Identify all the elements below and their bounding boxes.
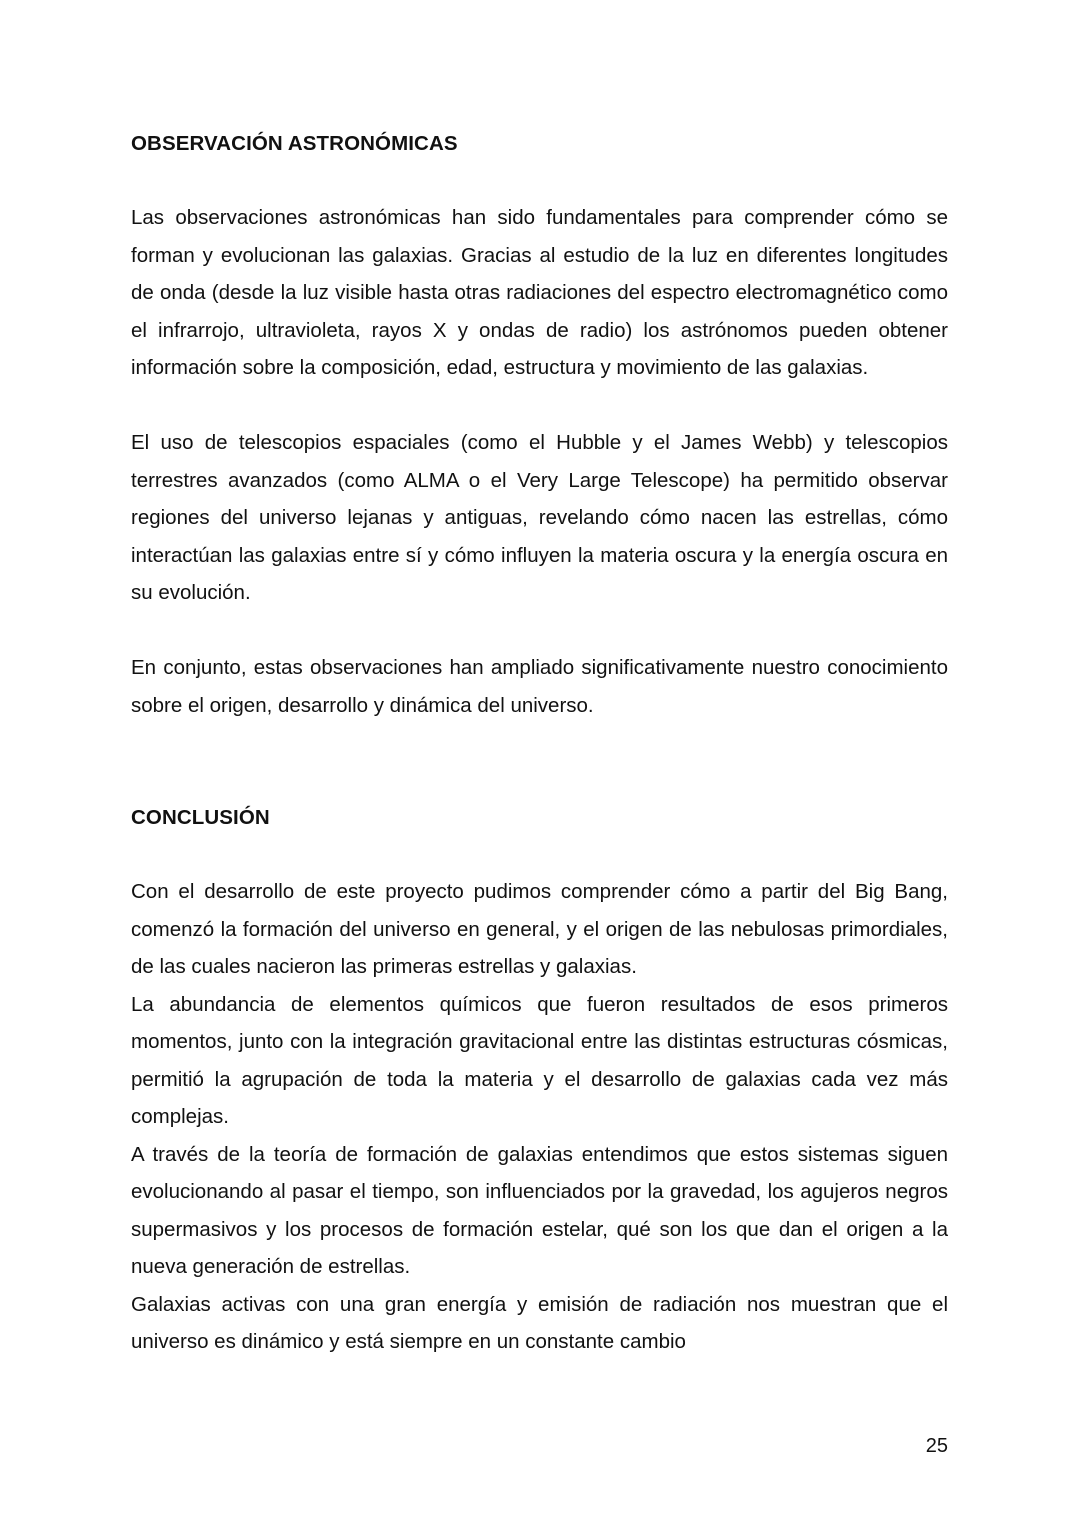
section-conclusion <box>131 799 948 1361</box>
paragraph-conclusion-2: La abundancia de elementos químicos que fueron resultados de esos primeros momentos, junto con la integración gravitacional entre las distintas estructuras cósmicas, permitió la agrupación de toda la materia y el desarrollo de galaxias cada vez más complejas. <box>131 992 948 1128</box>
paragraph-conclusion-4: Galaxias activas con una gran energía y emisión de radiación nos muestran que el universo es dinámico y está siempre en un constante cambio <box>131 1292 948 1353</box>
paragraph-observaciones-1: Las observaciones astronómicas han sido fundamentales para comprender cómo se forman y evolucionan las galaxias. Gracias al estudio de la luz en diferentes longitudes de onda (desde la luz visible hasta otras radiaciones del espectro electromagnético como el infrarrojo, ultravioleta, rayos X y ondas de radio) los astrónomos pueden obtener información sobre la composición, edad, estructura y movimiento de las galaxias. <box>131 206 948 379</box>
paragraph-conclusion-3: A través de la teoría de formación de galaxias entendimos que estos sistemas siguen evolucionando al pasar el tiempo, son influenciados por la gravedad, los agujeros negros supermasivos y los procesos de formación estelar, qué son los que dan el origen a la nueva generación de estrellas. <box>131 1142 948 1278</box>
paragraph-observaciones-3: En conjunto, estas observaciones han ampliado significativamente nuestro conocimiento sobre el origen, desarrollo y dinámica del universo. <box>131 656 948 717</box>
paragraph-conclusion-1: Con el desarrollo de este proyecto pudimos comprender cómo a partir del Big Bang, comenzó la formación del universo en general, y el origen de las nebulosas primordiales, de las cuales nacieron las primeras estrellas y galaxias. <box>131 880 948 978</box>
section-observaciones <box>131 125 948 724</box>
section-heading-conclusion: CONCLUSIÓN <box>131 806 270 829</box>
page-content <box>131 125 948 1361</box>
section-heading-observaciones: OBSERVACIÓN ASTRONÓMICAS <box>131 132 458 155</box>
paragraph-observaciones-2: El uso de telescopios espaciales (como el Hubble y el James Webb) y telescopios terrestres avanzados (como ALMA o el Very Large Telescope) ha permitido observar regiones del universo lejanas y antiguas, revelando cómo nacen las estrellas, cómo interactúan las galaxias entre sí y cómo influyen la materia oscura y la energía oscura en su evolución. <box>131 431 948 604</box>
page-number: 25 <box>925 1435 948 1457</box>
